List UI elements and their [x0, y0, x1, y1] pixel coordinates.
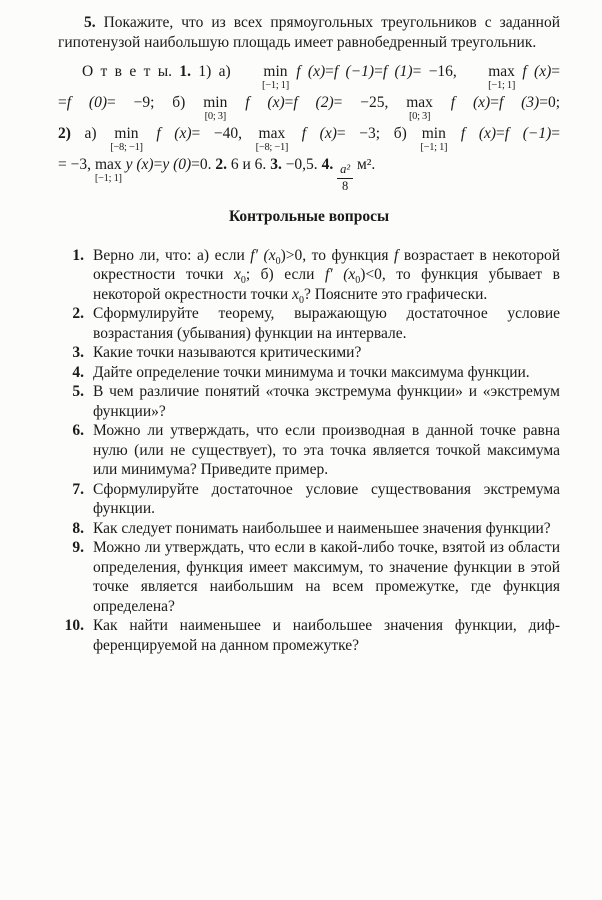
- subscript-text: 0: [275, 255, 281, 267]
- question-text: [93, 480, 560, 519]
- math-italic-text: f (x): [515, 63, 552, 80]
- minmax-notation: [420, 126, 447, 153]
- text-segment: Покажите, что из всех прямоугольных треугольников с заданной гипотенузой наибольшую площадь имеет равнобедренный треугольник.: [58, 14, 560, 51]
- minmax-label: min: [203, 94, 228, 111]
- math-italic-text: f (−1): [333, 63, 375, 80]
- text-segment: = −40,: [191, 125, 256, 142]
- text-segment: = −25,: [333, 94, 407, 111]
- question-text: [93, 304, 560, 343]
- question-number: 3.: [72, 344, 84, 361]
- text-segment: 6 и 6.: [227, 156, 271, 173]
- text-segment: =: [284, 94, 294, 111]
- text-segment: Сформулируйте теорему, выражающую достаточное условие возрастания (убывания) функции на интервале.: [93, 305, 560, 342]
- math-italic-text: x: [292, 285, 299, 303]
- question-item: [58, 343, 560, 363]
- text-segment: = −9; б): [107, 94, 204, 111]
- text-segment: =: [551, 125, 561, 142]
- math-italic-text: f (−1): [504, 125, 552, 142]
- text-segment: Дайте определение точки минимума и точки максимума функции.: [93, 363, 530, 381]
- bold-text: 2.: [215, 156, 228, 173]
- text-segment: =: [325, 63, 334, 80]
- answers-paragraph: [58, 56, 561, 193]
- text-segment: возрастает в некоторой окрестности точки: [93, 246, 560, 283]
- text-segment: Как найти наименьшее и наибольшее значения функции, дифференцируемой на данном промежутке?: [93, 617, 560, 654]
- math-italic-text: f (3): [498, 94, 540, 111]
- question-number: 6.: [72, 422, 84, 439]
- formula-line: [58, 118, 561, 153]
- question-number: 2.: [72, 305, 84, 322]
- question-item: [58, 480, 560, 519]
- question-text: [93, 363, 560, 383]
- question-item: [58, 538, 560, 616]
- question-item: [58, 304, 560, 343]
- text-segment: Можно ли утверждать, что если производная в данной точке равна нулю (или не существует), то эта точка является точкой максимума или минимума? Приведите пример.: [93, 422, 560, 478]
- text-segment: 1) а): [191, 63, 239, 80]
- question-item: [58, 519, 560, 539]
- text-segment: = −3,: [58, 156, 95, 173]
- question-text: [93, 519, 560, 539]
- interval-label: [−1; 1]: [420, 141, 448, 153]
- minmax-label: max: [94, 156, 122, 173]
- minmax-label: min: [263, 63, 288, 80]
- math-italic-text: f (2): [293, 94, 334, 111]
- text-segment: =0;: [539, 94, 561, 111]
- interval-label: [0; 3]: [204, 110, 226, 122]
- formula-line: [58, 56, 561, 91]
- math-italic-text: f (x): [447, 125, 497, 142]
- minmax-label: max: [258, 125, 286, 142]
- math-italic-text: f (x): [288, 125, 337, 142]
- minmax-label: min: [421, 125, 446, 142]
- text-segment: Сформулируйте достаточное условие существования экстремума функции.: [93, 480, 560, 517]
- question-text: [93, 343, 560, 363]
- text-segment: =: [551, 63, 561, 80]
- bold-text: 3.: [270, 156, 282, 173]
- text-segment: )<0, то функция убывает в некоторой окрестности точки: [93, 266, 560, 303]
- text-segment: Как следует понимать наибольшее и наименьшее значения функции?: [93, 519, 551, 537]
- question-number: 1.: [72, 246, 84, 264]
- text-segment: = −16,: [412, 63, 465, 80]
- question-number: 9.: [72, 539, 84, 556]
- text-segment: Верно ли, что: а) если: [93, 246, 251, 264]
- formula-line: [58, 87, 561, 122]
- question-text: [93, 421, 560, 480]
- math-italic-text: f (1): [382, 63, 413, 80]
- math-italic-text: f: [394, 246, 399, 264]
- interval-label: [−8; −1]: [110, 141, 143, 153]
- subscript-text: 0: [240, 275, 246, 287]
- interval-label: [−1; 1]: [94, 172, 122, 184]
- question-number: 7.: [72, 480, 84, 498]
- text-segment: =: [374, 63, 383, 80]
- math-italic-text: f′ (x: [324, 266, 356, 283]
- formula-line: [58, 149, 560, 193]
- minmax-label: max: [488, 63, 515, 80]
- text-segment: =: [58, 94, 67, 111]
- math-italic-text: f (x): [142, 125, 192, 142]
- text-segment: =: [496, 125, 505, 142]
- fraction-numerator: a²: [337, 163, 353, 178]
- question-number: 10.: [64, 617, 84, 634]
- math-italic-text: y (x): [121, 156, 154, 173]
- text-segment: = −3; б): [336, 125, 421, 142]
- section-heading: Контрольные вопросы: [228, 208, 390, 225]
- text-segment: =: [490, 94, 499, 111]
- math-italic-text: f (x): [432, 94, 491, 111]
- interval-label: [−1; 1]: [262, 79, 289, 91]
- text-segment: а): [70, 125, 111, 142]
- question-item: [58, 421, 560, 480]
- question-number: 5.: [72, 383, 84, 400]
- bold-text: 2): [58, 125, 71, 142]
- bold-text: 1.: [179, 63, 192, 80]
- subscript-text: 0: [298, 294, 304, 306]
- math-italic-text: y (0): [162, 156, 192, 173]
- question-text: [93, 382, 560, 421]
- question-text: [93, 246, 560, 305]
- math-italic-text: f′ (x: [250, 246, 276, 264]
- question-item: [58, 363, 560, 383]
- minmax-notation: [95, 157, 122, 184]
- text-segment: −0,5.: [281, 156, 322, 173]
- text-segment: О т в е т ы.: [82, 63, 180, 80]
- minmax-label: max: [406, 94, 433, 111]
- interval-label: [0; 3]: [408, 110, 431, 122]
- bold-text: 5.: [84, 14, 96, 31]
- question-text: [93, 538, 560, 616]
- text-segment: ? Поясните это графически.: [303, 285, 488, 303]
- text-segment: Какие точки называются критическими?: [93, 344, 362, 361]
- math-italic-text: f (0): [66, 94, 108, 111]
- fraction: [337, 163, 353, 192]
- bold-text: 4.: [321, 156, 334, 173]
- math-italic-text: f (x): [227, 94, 285, 111]
- text-segment: )>0, то функция: [280, 246, 395, 264]
- text-segment: Можно ли утверждать, что если в какой-либо точке, взятой из области определения, функция имеет максимум, то значение функции в этой точке является наибольшим на всем промежутке, где функция определена?: [93, 539, 560, 615]
- question-number: 8.: [72, 519, 84, 537]
- text-segment: ; б) если: [245, 266, 325, 283]
- interval-label: [−8; −1]: [255, 141, 289, 153]
- minmax-label: min: [114, 125, 139, 142]
- text-segment: В чем различие понятий «точка экстремума функции» и «экстремум функции»?: [93, 383, 560, 420]
- question-item: [58, 382, 560, 421]
- question-item: [58, 246, 560, 305]
- math-italic-text: x: [233, 266, 241, 283]
- text-segment: =: [153, 156, 163, 173]
- subscript-text: 0: [355, 275, 361, 287]
- question-item: [58, 616, 560, 655]
- problem-5-paragraph: [58, 13, 560, 52]
- question-number: 4.: [72, 363, 84, 381]
- text-segment: =0.: [191, 156, 216, 173]
- interval-label: [−1; 1]: [488, 79, 516, 91]
- questions-list: [58, 246, 560, 656]
- question-text: [93, 616, 560, 655]
- fraction-denominator: 8: [341, 178, 349, 193]
- math-italic-text: f (x): [288, 63, 326, 80]
- text-segment: м².: [353, 156, 376, 173]
